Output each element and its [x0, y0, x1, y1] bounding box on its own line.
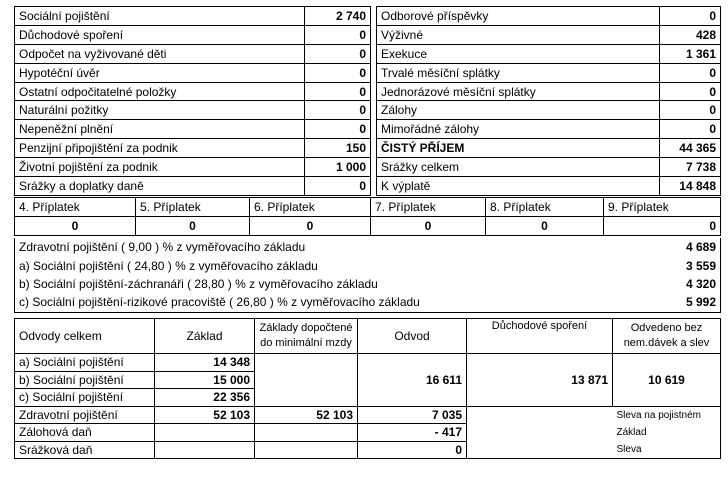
table-row — [15, 319, 721, 354]
deduction-value: 2 740 — [305, 7, 371, 26]
deduction-value: 0 — [305, 120, 371, 139]
table-row — [15, 63, 721, 82]
supplement-value: 0 — [136, 217, 250, 236]
levy-row-label: Zálohová daň — [15, 424, 155, 442]
rate-label: Zdravotní pojištění ( 9,00 ) % z vyměřovacího základu — [15, 238, 655, 256]
social-remitted: 10 619 — [613, 354, 721, 407]
supplement-label: 4. Příplatek — [15, 198, 136, 217]
table-row — [15, 354, 721, 372]
supplement-value: 0 — [250, 217, 371, 236]
table-row — [15, 275, 721, 293]
payout-value: 14 848 — [660, 177, 721, 196]
table-row — [15, 406, 721, 424]
deduction-value: 0 — [305, 82, 371, 101]
deduction-value: 0 — [660, 82, 721, 101]
levy-base: 22 356 — [155, 389, 255, 407]
supplement-label: 9. Příplatek — [604, 198, 721, 217]
deduction-label: Sociální pojištění — [15, 7, 305, 26]
total-deductions-label: Srážky celkem — [377, 158, 660, 177]
table-row — [15, 82, 721, 101]
rate-value: 24,80 — [134, 258, 165, 273]
deduction-value: 1 361 — [660, 44, 721, 63]
deduction-value: 0 — [305, 101, 371, 120]
supplement-label: 5. Příplatek — [136, 198, 250, 217]
supplement-value: 0 — [604, 217, 721, 236]
column-header: Odvody celkem — [15, 319, 155, 354]
net-income-value: 44 365 — [660, 139, 721, 158]
levy-row-label: Srážková daň — [15, 441, 155, 459]
rate-amount: 5 992 — [655, 293, 721, 312]
rates-table — [14, 238, 721, 313]
deduction-label: Naturální požitky — [15, 101, 305, 120]
table-row — [15, 293, 721, 312]
rate-amount: 3 559 — [655, 256, 721, 274]
supplement-value: 0 — [486, 217, 604, 236]
column-header: Základ — [155, 319, 255, 354]
levy-min-base: 52 103 — [255, 406, 358, 424]
levy-base: 15 000 — [155, 371, 255, 389]
rate-amount: 4 689 — [655, 238, 721, 256]
column-header: Odvod — [358, 319, 467, 354]
deduction-label: Trvalé měsíční splátky — [377, 63, 660, 82]
table-row — [15, 177, 721, 196]
levy-amount: - 417 — [358, 424, 467, 442]
levy-row-label: b) Sociální pojištění — [15, 371, 155, 389]
deduction-label: Penzijní připojištění za podnik — [15, 139, 305, 158]
levy-amount: 7 035 — [358, 406, 467, 424]
table-row — [15, 198, 721, 217]
levies-table — [14, 318, 721, 459]
deduction-label: Výživné — [377, 25, 660, 44]
deduction-value: 0 — [660, 120, 721, 139]
deductions-table — [14, 6, 721, 196]
deduction-value: 0 — [305, 25, 371, 44]
deduction-label: Důchodové spoření — [15, 25, 305, 44]
supplements-table — [14, 197, 721, 236]
deduction-value: 0 — [305, 63, 371, 82]
deduction-label: Srážky a doplatky daně — [15, 177, 305, 196]
levy-row-label: a) Sociální pojištění — [15, 354, 155, 372]
table-row — [15, 44, 721, 63]
table-row — [15, 441, 721, 459]
deduction-label: Hypotéční úvěr — [15, 63, 305, 82]
social-pension: 13 871 — [467, 354, 613, 407]
levy-base: 14 348 — [155, 354, 255, 372]
social-levy: 16 611 — [358, 354, 467, 407]
deduction-value: 0 — [660, 101, 721, 120]
rate-value: 26,80 — [236, 295, 267, 310]
deduction-label: Exekuce — [377, 44, 660, 63]
deduction-label: Odpočet na vyživované děti — [15, 44, 305, 63]
deduction-label: Ostatní odpočitatelné položky — [15, 82, 305, 101]
rate-amount: 4 320 — [655, 275, 721, 293]
discount-label: Sleva na pojistném — [613, 406, 721, 424]
net-income-label: ČISTÝ PŘÍJEM — [377, 139, 660, 158]
table-row — [15, 158, 721, 177]
base-label: Základ — [613, 424, 721, 442]
deduction-label: Jednorázové měsíční splátky — [377, 82, 660, 101]
rate-label: a) Sociální pojištění ( 24,80 ) % z vyměřovacího základu — [15, 256, 655, 274]
rate-label: c) Sociální pojištění-rizikové pracoviště ( 26,80 ) % z vyměřovacího základu — [15, 293, 655, 312]
supplement-value: 0 — [371, 217, 486, 236]
column-header: Důchodové spoření — [467, 319, 613, 354]
discount-short-label: Sleva — [613, 441, 721, 459]
table-row — [15, 256, 721, 274]
deduction-value: 150 — [305, 139, 371, 158]
deduction-label: Nepeněžní plnění — [15, 120, 305, 139]
supplement-value: 0 — [15, 217, 136, 236]
levy-row-label: c) Sociální pojištění — [15, 389, 155, 407]
deduction-label: Mimořádné zálohy — [377, 120, 660, 139]
deduction-label: Zálohy — [377, 101, 660, 120]
supplement-label: 8. Příplatek — [486, 198, 604, 217]
deduction-value: 0 — [305, 177, 371, 196]
rate-value: 9,00 — [128, 240, 152, 255]
table-row — [15, 238, 721, 256]
deduction-value: 0 — [660, 7, 721, 26]
rate-value: 28,80 — [194, 276, 225, 291]
table-row — [15, 120, 721, 139]
table-row — [15, 101, 721, 120]
deduction-value: 428 — [660, 25, 721, 44]
deduction-label: Životní pojištění za podnik — [15, 158, 305, 177]
rate-label: b) Sociální pojištění-záchranáři ( 28,80 ) % z vyměřovacího základu — [15, 275, 655, 293]
supplement-label: 7. Příplatek — [371, 198, 486, 217]
deduction-label: Odborové příspěvky — [377, 7, 660, 26]
table-row — [15, 424, 721, 442]
deduction-value: 0 — [305, 44, 371, 63]
table-row — [15, 25, 721, 44]
payout-label: K výplatě — [377, 177, 660, 196]
table-row — [15, 217, 721, 236]
table-row — [15, 139, 721, 158]
column-header: Základy dopočtené do minimální mzdy — [255, 319, 358, 354]
supplement-label: 6. Příplatek — [250, 198, 371, 217]
column-header: Odvedeno bez nem.dávek a slev — [613, 319, 721, 354]
deduction-value: 1 000 — [305, 158, 371, 177]
levy-amount: 0 — [358, 441, 467, 459]
total-deductions-value: 7 738 — [660, 158, 721, 177]
deduction-value: 0 — [660, 63, 721, 82]
levy-row-label: Zdravotní pojištění — [15, 406, 155, 424]
levy-base: 52 103 — [155, 406, 255, 424]
table-row — [15, 7, 721, 26]
